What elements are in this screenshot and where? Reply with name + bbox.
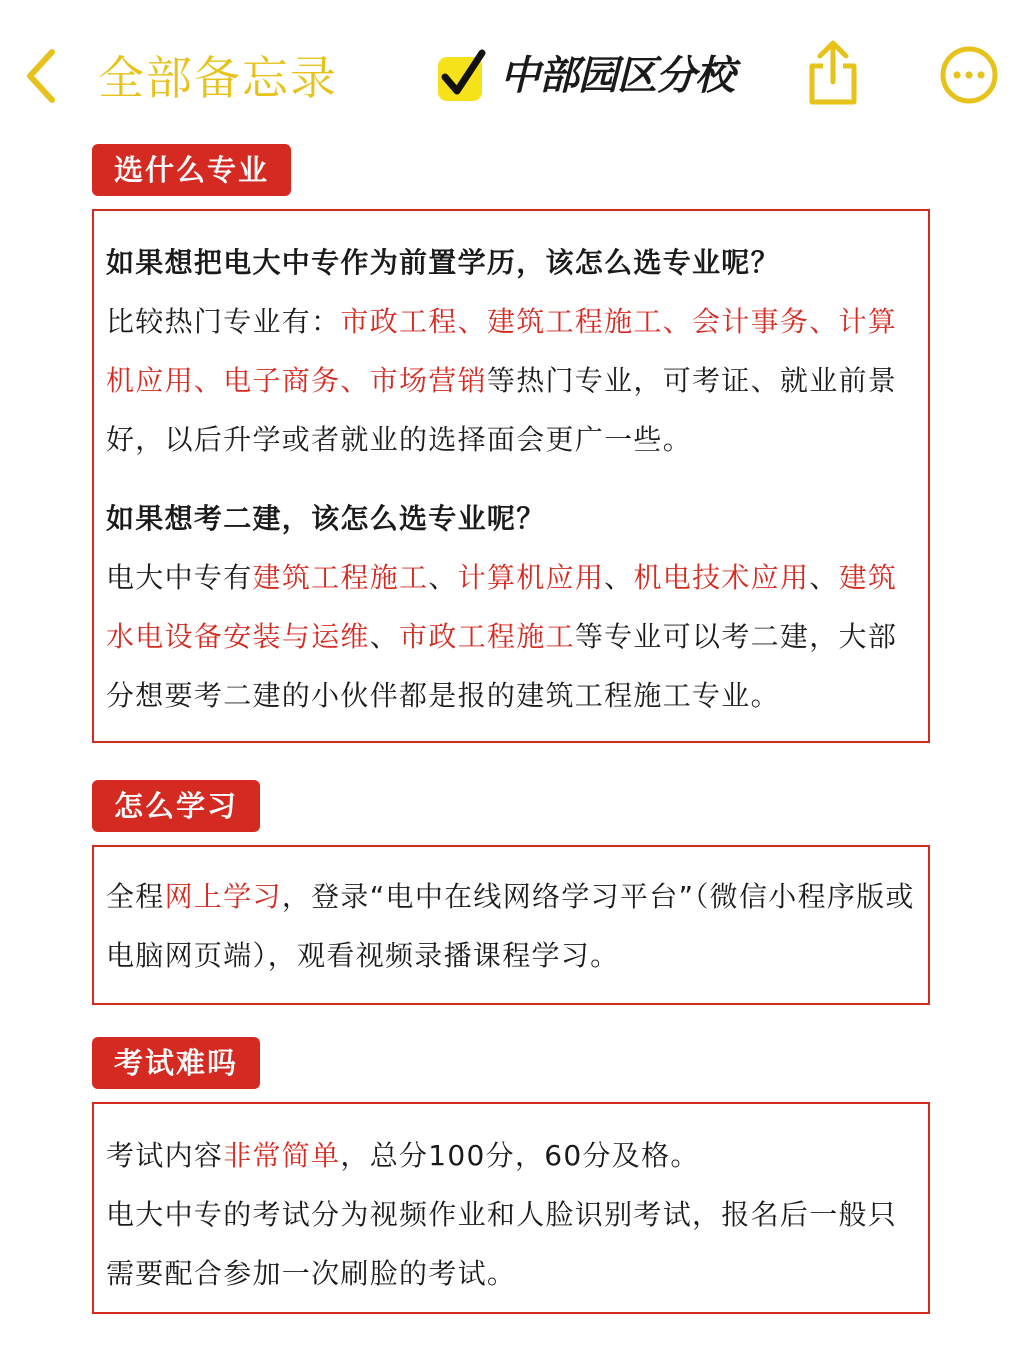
section-tag-exam: 考试难吗 [92,1037,260,1089]
text-run: 比较热门专业有： [106,305,341,338]
highlighted-text: 网上学习 [164,880,282,913]
text-run: 、 [369,620,400,653]
paragraph-exam-score [106,1126,916,1185]
highlighted-text: 非常简单 [223,1139,341,1172]
text-run: ，总分100分，60分及格。 [340,1139,700,1172]
highlighted-text: 建筑水电设备安装与运维 [106,561,898,653]
brand-name: 中部园区分校 [500,53,734,99]
back-button[interactable] [22,46,62,106]
highlighted-text: 市政工程、建筑工程施工、会计事务、计算机应用、电子商务、市场营销 [106,305,898,397]
share-icon [806,38,860,108]
highlighted-text: 市政工程施工 [399,620,575,653]
share-button[interactable] [806,38,860,108]
text-run: 等热门专业，可考证、就业前景好，以后升学或者就业的选择面会更广一些。 [106,364,898,456]
text-run: 全程 [106,880,165,913]
question-major-prerequisite: 如果想把电大中专作为前置学历，该怎么选专业呢？ [106,246,780,279]
paragraph-major-erjian [106,548,916,725]
text-run: 、 [604,561,634,594]
back-label[interactable]: 全部备忘录 [98,51,338,105]
text-run: 等专业可以考二建，大部分想要考二建的小伙伴都是报的建筑工程施工专业。 [106,620,898,712]
section-tag-study: 怎么学习 [92,780,260,832]
text-run: 电大中专有 [106,561,253,594]
highlighted-text: 建筑工程施工 [252,561,429,594]
top-navigation-bar [0,0,1024,140]
highlighted-text: 机电技术应用 [633,561,810,594]
section-tag-major: 选什么专业 [92,144,291,196]
more-options-button[interactable] [940,46,998,104]
checkbox-check-icon [436,49,486,103]
text-run: 、 [428,561,458,594]
more-icon [940,46,998,104]
chevron-left-icon [22,46,62,106]
question-major-erjian: 如果想考二建，该怎么选专业呢？ [106,502,546,535]
text-run: 考试内容 [106,1139,224,1172]
section-box-major [92,209,930,743]
section-box-study [92,845,930,1005]
paragraph-major-popular [106,292,916,469]
section-box-exam [92,1102,930,1314]
text-run: ，登录“电中在线网络学习平台”（微信小程序版或电脑网页端），观看视频录播课程学习。 [106,880,915,972]
brand-logo [436,44,734,108]
paragraph-exam-format: 电大中专的考试分为视频作业和人脸识别考试，报名后一般只需要配合参加一次刷脸的考试。 [106,1198,898,1290]
highlighted-text: 计算机应用 [457,561,605,594]
paragraph-study [106,867,916,985]
text-run: 、 [809,561,839,594]
